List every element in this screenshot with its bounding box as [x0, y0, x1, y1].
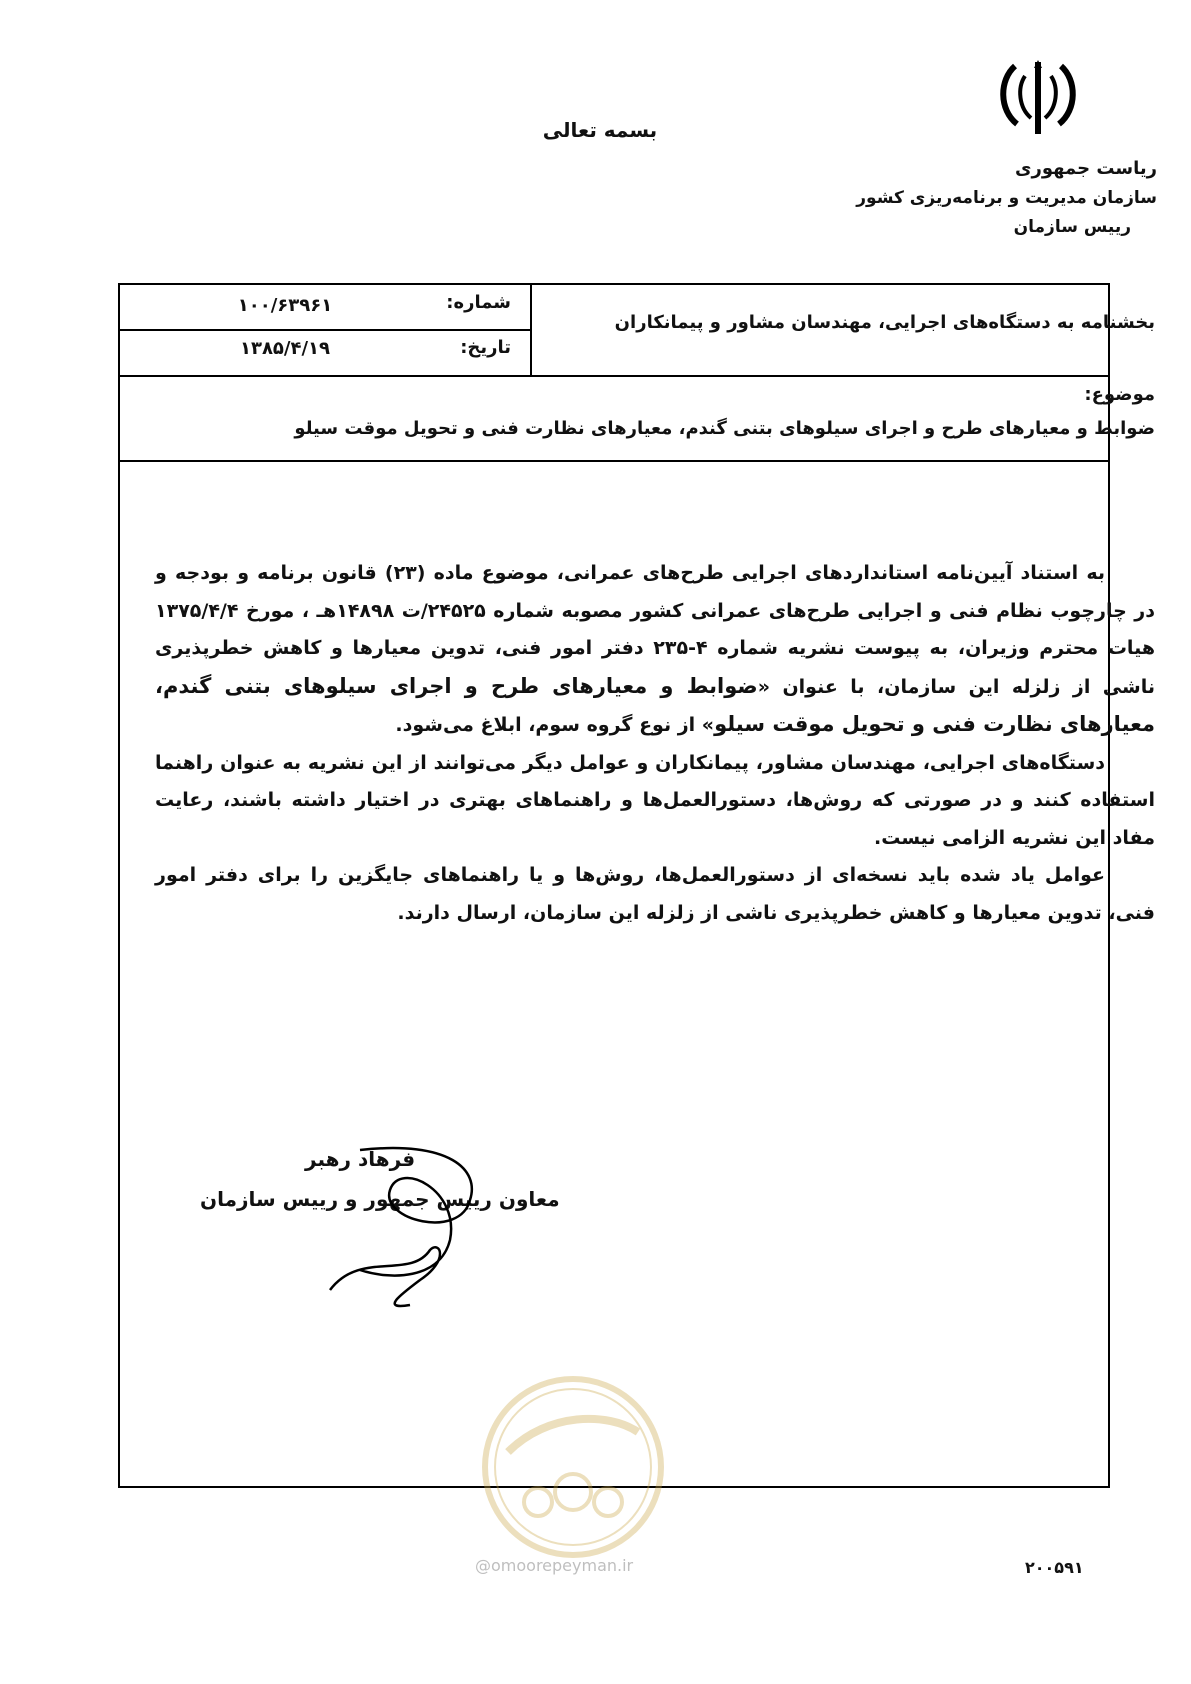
body-paragraph-1: [155, 555, 1155, 745]
signer-title: معاون رییس جمهور و رییس سازمان: [200, 1187, 560, 1211]
subject-text: ضوابط و معیارهای طرح و اجرای سیلوهای بتنی گندم، معیارهای نظارت فنی و تحویل موقت سیلو: [294, 418, 1155, 439]
bismillah-heading: بسمه تعالی: [542, 118, 658, 142]
document-number: ۲۰۰۵۹۱: [1025, 1558, 1084, 1577]
addressee-text: بخشنامه به دستگاه‌های اجرایی، مهندسان مشاور و پیمانکاران: [614, 312, 1155, 333]
org-line-organization: سازمان مدیریت و برنامه‌ریزی کشور: [856, 188, 1157, 208]
body-paragraph-3: عوامل یاد شده باید نسخه‌ای از دستورالعمل‌ها، روش‌ها و یا راهنماهای جایگزین را برای دفتر امور فنی، تدوین معیارها و کاهش خطرپذیری ناشی از زلزله این سازمان، ارسال دارند.: [155, 864, 1155, 924]
divider: [118, 375, 1110, 377]
number-label: شماره:: [446, 292, 511, 313]
paragraph-text: به استناد آیین‌نامه استانداردهای اجرایی طرح‌های عمرانی، موضوع ماده (۲۳) قانون برنامه و بودجه و در چارچوب نظام فنی و اجرایی طرح‌های عمرانی کشور مصوبه شماره ۲۴۵۲۵/ت ۱۴۸۹۸هـ ، مورخ ۱۳۷۵/۴/۴ هیات محترم وزیران، به پیوست نشریه شماره ۴-۲۳۵ دفتر امور فنی، تدوین معیارها و کاهش خطرپذیری ناشی از زلزله این سازمان، با عنوان «: [155, 562, 1155, 698]
org-line-head: رییس سازمان: [1013, 217, 1131, 237]
divider: [118, 460, 1110, 462]
watermark-text: @omoorepeyman.ir: [475, 1556, 634, 1575]
date-value: ۱۳۸۵/۴/۱۹: [239, 338, 331, 359]
subject-label: موضوع:: [1084, 384, 1155, 405]
divider: [530, 283, 532, 375]
publication-title: ضوابط و معیارهای طرح و اجرای سیلوهای بتنی گندم، معیارهای نظارت فنی و تحویل موقت سیلو: [155, 673, 1155, 736]
body-paragraph-2: دستگاه‌های اجرایی، مهندسان مشاور، پیمانکاران و عوامل دیگر می‌توانند از این نشریه به عنوان راهنما استفاده کنند و در صورتی که روش‌ها، دستورالعمل‌ها و راهنماهای بهتری در اختیار داشته باشند، رعایت مفاد این نشریه الزامی نیست.: [155, 751, 1155, 849]
handwritten-signature: [300, 1130, 530, 1320]
number-value: ۱۰۰/۶۳۹۶۱: [237, 295, 333, 316]
divider: [118, 329, 530, 331]
date-label: تاریخ:: [460, 337, 511, 358]
signer-name: فرهاد رهبر: [305, 1147, 416, 1171]
org-line-presidency: ریاست جمهوری: [1015, 158, 1157, 179]
letter-body: [155, 555, 1155, 932]
iran-emblem-icon: [995, 58, 1081, 138]
omoorepeyman-stamp-logo: [478, 1372, 668, 1562]
paragraph-text: » از نوع گروه سوم، ابلاغ می‌شود.: [395, 714, 715, 736]
